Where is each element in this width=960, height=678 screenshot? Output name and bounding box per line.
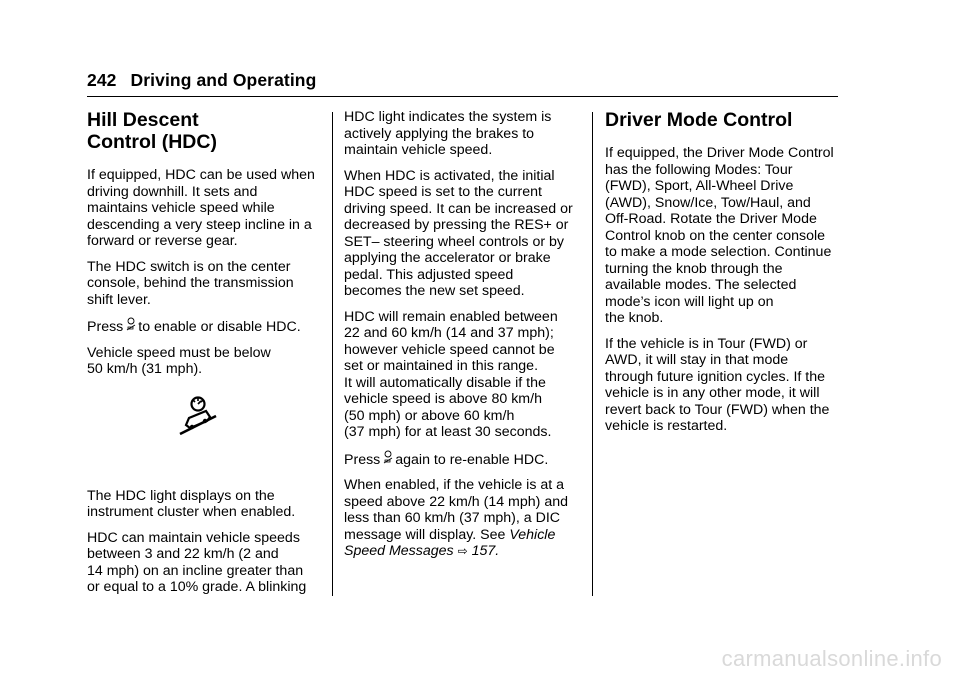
xref-link-vehicle-speed-messages[interactable]: Vehicle — [509, 526, 556, 543]
hdc-activated-paragraph: When HDC is activated, the initial HDC speed is set to the current driving speed. It can be increased or decreased by pressing the RES+ or SET– steering wheel controls or by applying the accelerator or brake pedal. This adjusted speed becomes the new set speed. — [344, 167, 573, 299]
tour-mode-paragraph: If the vehicle is in Tour (FWD) or AWD, it will stay in that mode through future ignition cycles. If the vehicle is in any other mode, it will revert back to Tour (FWD) when the vehicle is restarted. — [605, 335, 830, 434]
page-number: 242 — [87, 70, 117, 90]
hdc-indicator-light-icon — [176, 394, 220, 438]
hdc-speed-range-paragraph: HDC can maintain vehicle speeds between 3 and 22 km/h (2 and 14 mph) on an incline greater than or equal to a 10% grade. A blinking — [87, 529, 307, 595]
dic-message-paragraph: When enabled, if the vehicle is at a speed above 22 km/h (14 mph) and less than 60 km/h (37 mph), a DIC message will display. See Vehicle Speed Messages ⇨ 157. — [344, 477, 568, 559]
column-3 — [605, 109, 845, 444]
column-divider-1 — [332, 112, 333, 596]
hill-descent-control-icon — [382, 450, 394, 465]
section-title: Driving and Operating — [130, 70, 317, 90]
hdc-intro-paragraph: If equipped, HDC can be used when driving downhill. It sets and maintains vehicle speed while descending a very steep incline in a forward or reverse gear. — [87, 167, 315, 249]
hdc-heading: Hill Descent Control (HDC) — [87, 109, 217, 153]
page-header — [87, 70, 316, 91]
speed-limit-paragraph: Vehicle speed must be below 50 km/h (31 mph). — [87, 344, 271, 377]
hdc-light-paragraph: The HDC light displays on the instrument cluster when enabled. — [87, 487, 296, 520]
hill-descent-control-icon — [125, 317, 137, 332]
blinking-light-paragraph: HDC light indicates the system is actively applying the brakes to maintain vehicle speed. — [344, 109, 552, 158]
column-1 — [87, 109, 327, 605]
press-reenable-paragraph: Press again to re-enable HDC. — [344, 451, 549, 468]
watermark: carmanualsonline.info — [721, 646, 942, 671]
driver-mode-paragraph: If equipped, the Driver Mode Control has the following Modes: Tour (FWD), Sport, All-Wheel Drive (AWD), Snow/Ice, Tow/Haul, and Off-Road. Rotate the Driver Mode Control knob on the center console to make a mode selection. Continue turning the knob through the available modes. The selected mode’s icon will light up on the knob. — [605, 145, 834, 326]
driver-mode-heading: Driver Mode Control — [605, 109, 793, 131]
hdc-remain-enabled-paragraph: HDC will remain enabled between 22 and 60 km/h (14 and 37 mph); however vehicle speed cannot be set or maintained in this range. It will automatically disable if the vehicle speed is above 80 km/h (50 mph) or above 60 km/h (37 mph) for at least 30 seconds. — [344, 308, 558, 440]
column-2 — [344, 109, 584, 569]
column-divider-2 — [592, 112, 593, 596]
page-reference-arrow-icon: ⇨ — [457, 544, 468, 558]
hdc-switch-paragraph: The HDC switch is on the center console, behind the transmission shift lever. — [87, 258, 294, 308]
press-enable-paragraph: Press to enable or disable HDC. — [87, 319, 301, 335]
xref-link-vehicle-speed-messages-cont[interactable]: Speed Messages — [344, 543, 454, 559]
xref-page-number[interactable]: 157. — [471, 543, 500, 559]
header-rule — [87, 96, 838, 97]
